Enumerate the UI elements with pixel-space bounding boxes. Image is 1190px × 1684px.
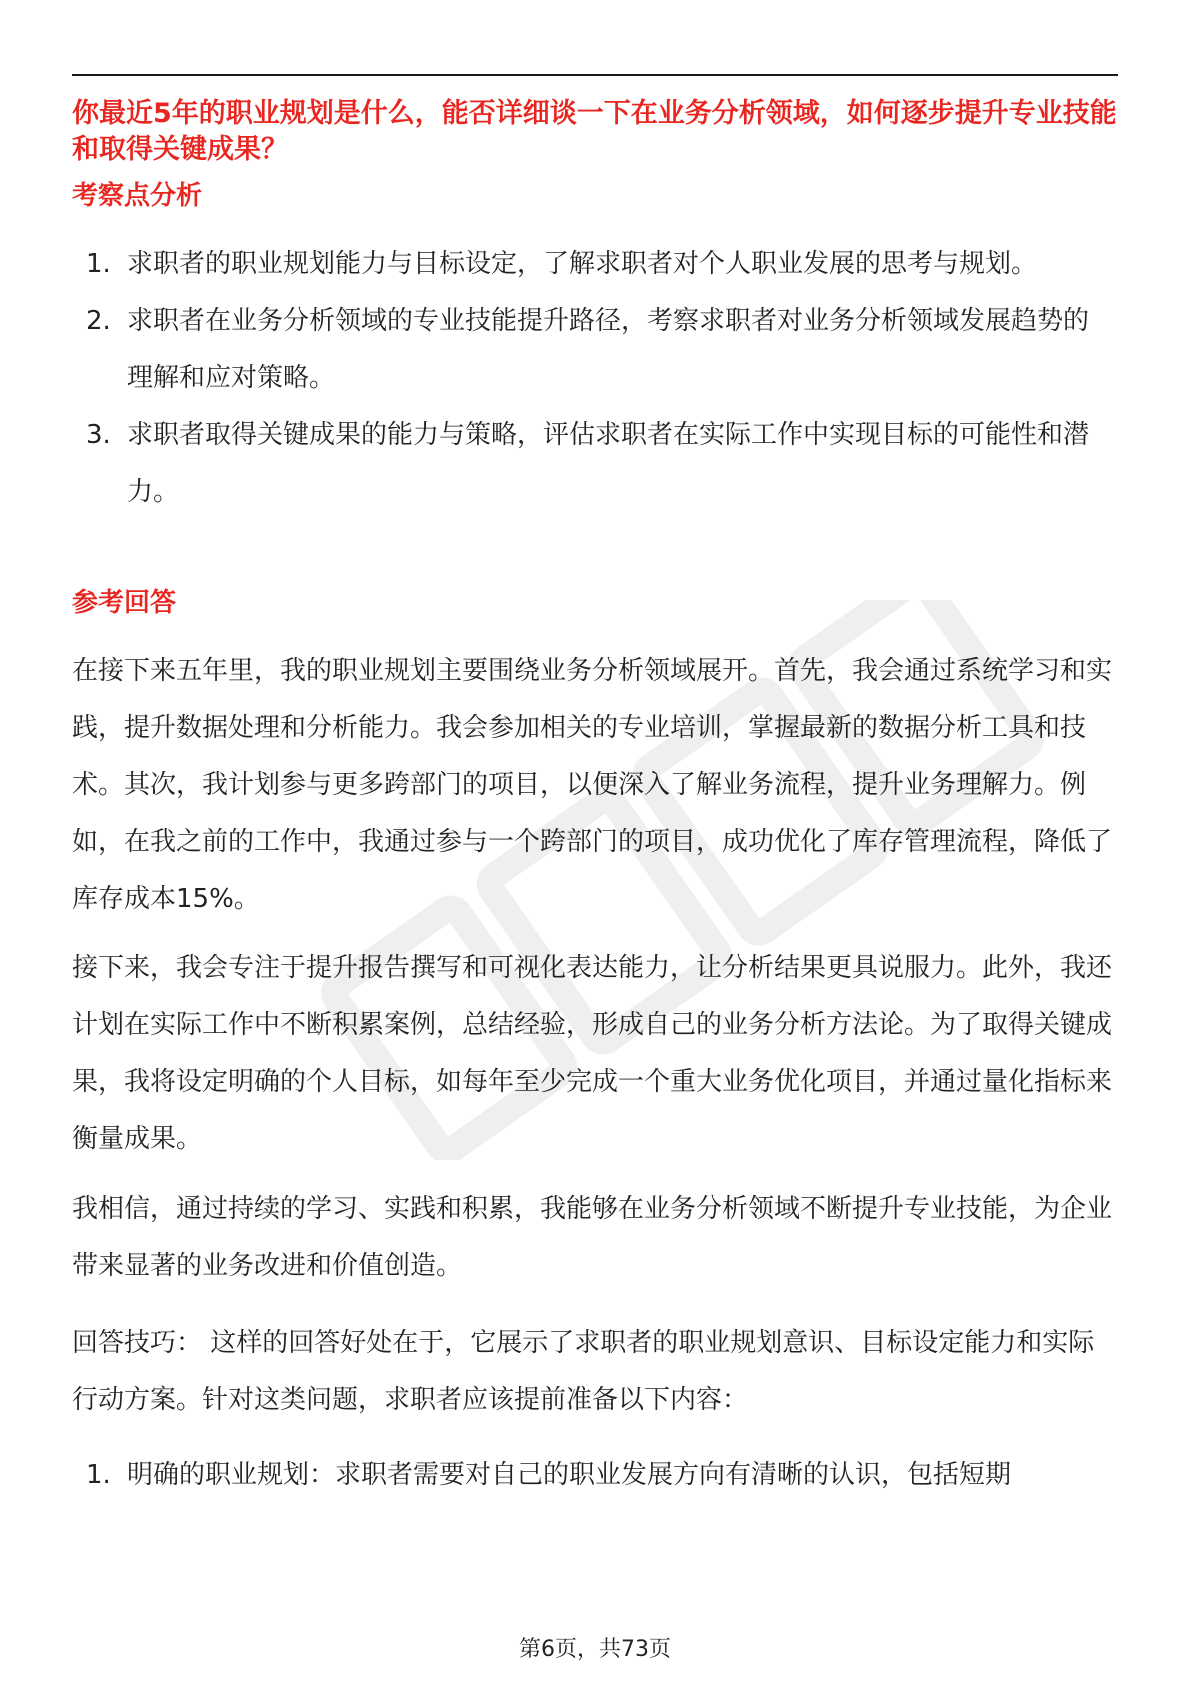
question-title: 你最近5年的职业规划是什么，能否详细谈一下在业务分析领域，如何逐步提升专业技能和取得关键成果？ <box>72 98 1117 165</box>
tips-list <box>72 1447 1118 1504</box>
answer-paragraph: 在接下来五年里，我的职业规划主要围绕业务分析领域展开。首先，我会通过系统学习和实践，提升数据处理和分析能力。我会参加相关的专业培训，掌握最新的数据分析工具和技术。其次，我计划参与更多跨部门的项目，以便深入了解业务流程，提升业务理解力。例如，在我之前的工作中，我通过参与一个跨部门的项目，成功优化了库存管理流程，降低了库存成本15%。 <box>72 656 1113 914</box>
page-footer: 第6页，共73页 <box>519 1637 671 1662</box>
answer-paragraph: 我相信，通过持续的学习、实践和积累，我能够在业务分析领域不断提升专业技能，为企业带来显著的业务改进和价值创造。 <box>72 1194 1113 1281</box>
answer-paragraph: 接下来，我会专注于提升报告撰写和可视化表达能力，让分析结果更具说服力。此外，我还计划在实际工作中不断积累案例，总结经验，形成自己的业务分析方法论。为了取得关键成果，我将设定明确的个人目标，如每年至少完成一个重大业务优化项目，并通过量化指标来衡量成果。 <box>72 953 1113 1154</box>
analysis-list <box>72 236 1118 521</box>
tip-item: 1. 明确的职业规划：求职者需要对自己的职业发展方向有清晰的认识，包括短期 <box>86 1460 1012 1490</box>
analysis-item: 3. 求职者取得关键成果的能力与策略，评估求职者在实际工作中实现目标的可能性和潜力。 <box>86 420 1090 507</box>
analysis-heading: 考察点分析 <box>72 181 203 211</box>
answer-heading: 参考回答 <box>72 588 177 618</box>
analysis-item: 1. 求职者的职业规划能力与目标设定，了解求职者对个人职业发展的思考与规划。 <box>86 249 1038 279</box>
top-rule <box>72 74 1118 76</box>
answer-tips-intro: 回答技巧： 这样的回答好处在于，它展示了求职者的职业规划意识、目标设定能力和实际行动方案。针对这类问题，求职者应该提前准备以下内容： <box>72 1328 1095 1415</box>
analysis-item: 2. 求职者在业务分析领域的专业技能提升路径，考察求职者对业务分析领域发展趋势的理解和应对策略。 <box>86 306 1090 393</box>
